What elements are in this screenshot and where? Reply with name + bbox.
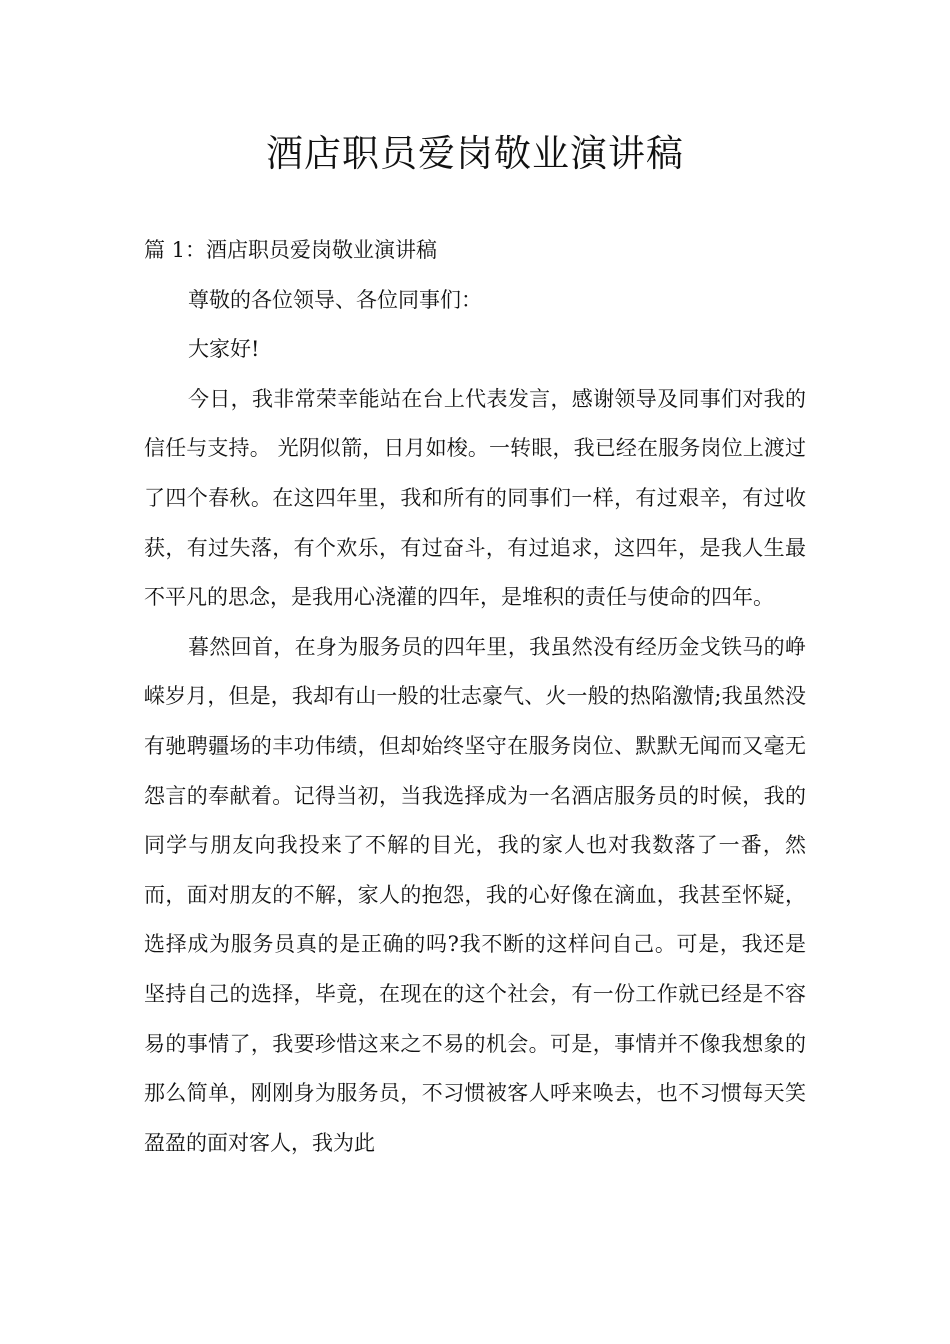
- body-paragraph: 暮然回首，在身为服务员的四年里，我虽然没有经历金戈铁马的峥嵘岁月，但是，我却有山一般的壮志豪气、火一般的热陷激情;我虽然没有驰聘疆场的丰功伟绩，但却始终坚守在服务岗位、默默无闻而又毫无怨言的奉献着。记得当初，当我选择成为一名酒店服务员的时候，我的同学与朋友向我投来了不解的目光，我的家人也对我数落了一番，然而，面对朋友的不解，家人的抱怨，我的心好像在滴血，我甚至怀疑，选择成为服务员真的是正确的吗?我不断的这样问自己。可是，我还是坚持自己的选择，毕竟，在现在的这个社会，有一份工作就已经是不容易的事情了，我要珍惜这来之不易的机会。可是，事情并不像我想象的那么简单，刚刚身为服务员，不习惯被客人呼来唤去，也不习惯每天笑盈盈的面对客人，我为此: [144, 634, 806, 1155]
- document-title: 酒店职员爱岗敬业演讲稿: [266, 132, 684, 175]
- greeting-paragraph: 大家好!: [188, 337, 260, 362]
- section-heading: 篇 1：酒店职员爱岗敬业演讲稿: [144, 238, 438, 262]
- salutation-paragraph: 尊敬的各位领导、各位同事们：: [188, 287, 482, 312]
- body-paragraph: 今日，我非常荣幸能站在台上代表发言，感谢领导及同事们对我的信任与支持。 光阴似箭，日月如梭。一转眼，我已经在服务岗位上渡过了四个春秋。在这四年里，我和所有的同事们一样，有过艰辛，有过收获，有过失落，有个欢乐，有过奋斗，有过追求，这四年，是我人生最不平凡的思念，是我用心浇灌的四年，是堆积的责任与使命的四年。: [144, 386, 806, 610]
- document-body: [144, 226, 806, 1168]
